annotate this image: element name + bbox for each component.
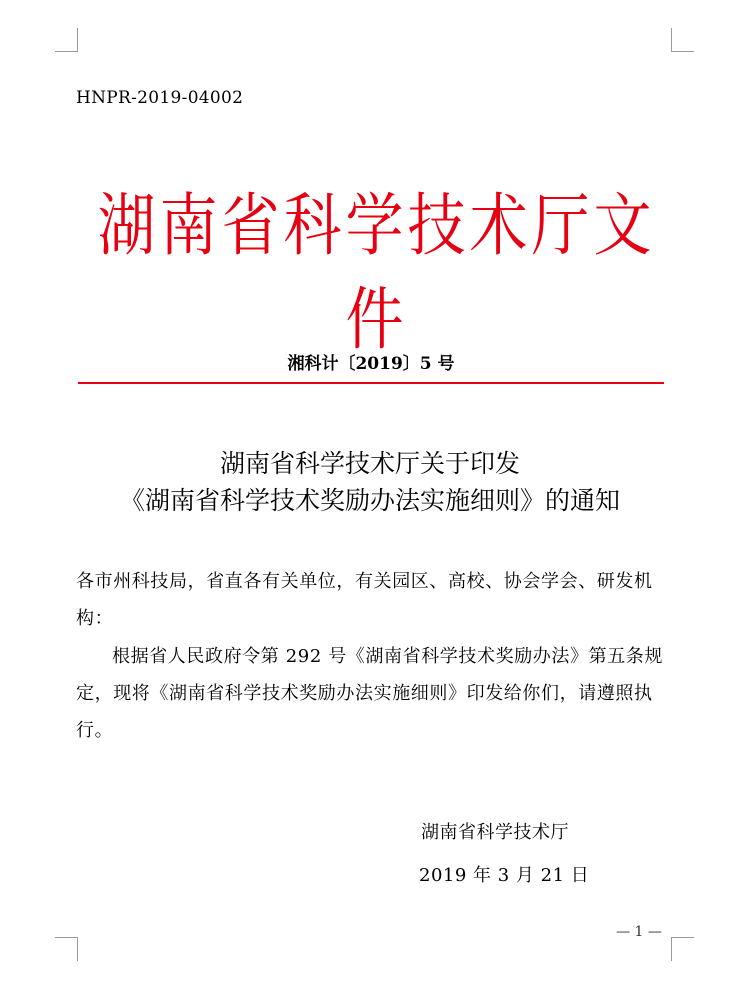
issue-date: 2019 年 3 月 21 日 bbox=[419, 865, 590, 886]
crop-mark-bottom-right-vertical bbox=[671, 937, 672, 961]
issue-number: 湘科计〔2019〕5 号 bbox=[287, 354, 455, 374]
crop-mark-top-right-horizontal bbox=[671, 51, 694, 52]
crop-mark-bottom-right-horizontal bbox=[671, 937, 694, 938]
crop-mark-bottom-left-vertical bbox=[77, 937, 78, 961]
crop-mark-top-left-vertical bbox=[77, 28, 78, 52]
notice-title-line-2: 《湖南省科学技术奖励办法实施细则》的通知 bbox=[119, 486, 620, 515]
crop-mark-bottom-left-horizontal bbox=[55, 937, 78, 938]
red-separator-line bbox=[78, 382, 664, 384]
crop-mark-top-right-vertical bbox=[671, 28, 672, 52]
body-paragraph: 根据省人民政府令第 292 号《湖南省科学技术奖励办法》第五条规定，现将《湖南省科学技术奖励办法实施细则》印发给你们，请遵照执行。 bbox=[76, 646, 663, 741]
document-number: HNPR-2019-04002 bbox=[76, 88, 244, 108]
notice-title-line-1: 湖南省科学技术厅关于印发 bbox=[219, 449, 520, 478]
salutation: 各市州科技局，省直各有关单位，有关园区、高校、协会学会、研发机构： bbox=[76, 571, 653, 629]
page-number: — 1 — bbox=[616, 924, 662, 940]
masthead-title: 湖南省科学技术厅文件 bbox=[97, 185, 656, 360]
issuing-authority: 湖南省科学技术厅 bbox=[421, 822, 569, 843]
crop-mark-top-left-horizontal bbox=[55, 51, 78, 52]
